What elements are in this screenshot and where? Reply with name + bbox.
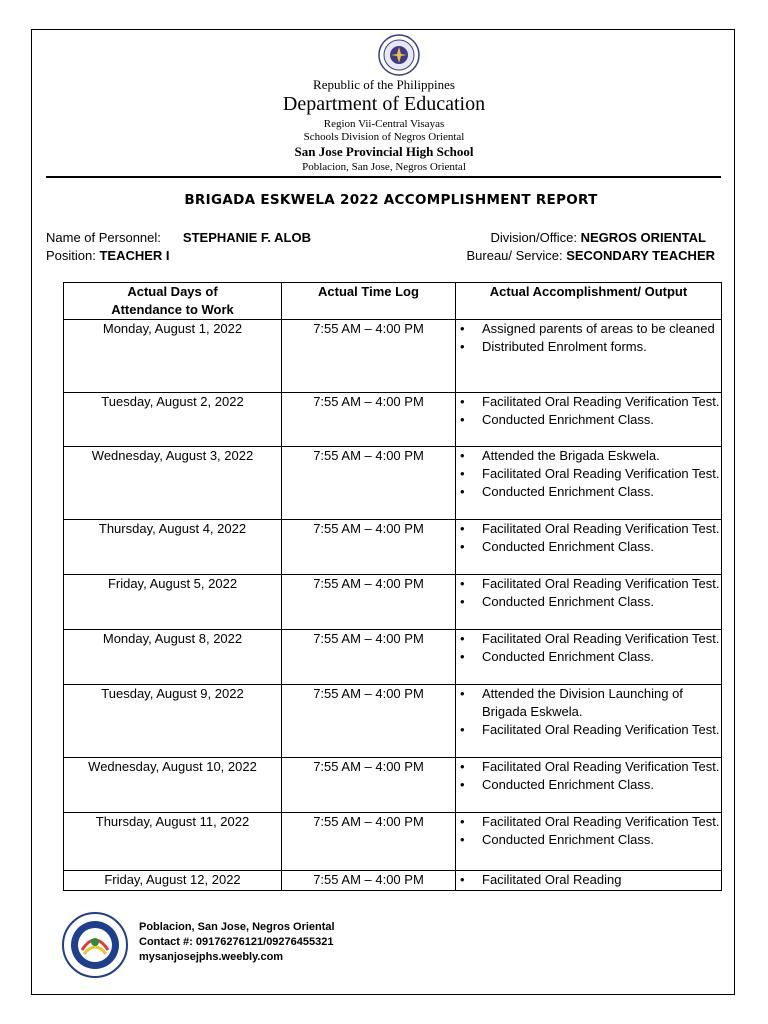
list-item: • Facilitated Oral Reading Verification Test.	[482, 630, 721, 648]
column-header-days: Actual Days of Attendance to Work	[64, 283, 282, 320]
table-header-row	[64, 283, 722, 320]
list-item: • Conducted Enrichment Class.	[482, 411, 721, 429]
attendance-date: Wednesday, August 3, 2022	[64, 447, 282, 520]
header-divider	[46, 176, 721, 178]
attendance-date: Thursday, August 11, 2022	[64, 813, 282, 871]
personnel-position	[46, 248, 170, 263]
deped-division-logo-icon	[62, 912, 128, 978]
accomplishment-cell	[456, 758, 722, 813]
accomplishment-cell	[456, 393, 722, 447]
time-log: 7:55 AM – 4:00 PM	[282, 630, 456, 685]
table-row	[64, 630, 722, 685]
list-item: • Facilitated Oral Reading Verification Test.	[482, 465, 721, 483]
division-office	[490, 230, 706, 245]
list-item: • Conducted Enrichment Class.	[482, 538, 721, 556]
table-row	[64, 520, 722, 575]
personnel-name-label: Name of Personnel:	[46, 230, 161, 245]
attendance-date: Tuesday, August 9, 2022	[64, 685, 282, 758]
header-republic: Republic of the Philippines	[313, 77, 455, 92]
accomplishment-list	[456, 871, 721, 889]
table-row	[64, 447, 722, 520]
table-row	[64, 320, 722, 393]
table-row	[64, 871, 722, 891]
accomplishment-list	[456, 685, 721, 739]
attendance-date: Friday, August 5, 2022	[64, 575, 282, 630]
bureau-label: Bureau/ Service:	[466, 248, 567, 263]
time-log: 7:55 AM – 4:00 PM	[282, 320, 456, 393]
list-item: • Distributed Enrolment forms.	[482, 338, 721, 356]
attendance-date: Tuesday, August 2, 2022	[64, 393, 282, 447]
report-title: BRIGADA ESKWELA 2022 ACCOMPLISHMENT REPORT	[184, 192, 598, 208]
table-row	[64, 758, 722, 813]
accomplishment-list	[456, 447, 721, 501]
time-log: 7:55 AM – 4:00 PM	[282, 758, 456, 813]
personnel-name-value: STEPHANIE F. ALOB	[182, 230, 311, 245]
list-item: • Attended the Brigada Eskwela.	[482, 447, 721, 465]
table-row	[64, 685, 722, 758]
list-item: • Conducted Enrichment Class.	[482, 831, 721, 849]
deped-seal-icon	[378, 34, 420, 76]
list-item: • Facilitated Oral Reading	[482, 871, 721, 889]
header-region: Region Vii-Central Visayas	[323, 118, 445, 130]
accomplishment-cell	[456, 813, 722, 871]
list-item: • Facilitated Oral Reading Verification Test.	[482, 520, 721, 538]
header-division: Schools Division of Negros Oriental	[303, 131, 465, 143]
attendance-date: Friday, August 12, 2022	[64, 871, 282, 891]
division-value: NEGROS ORIENTAL	[580, 230, 706, 245]
header-address: Poblacion, San Jose, Negros Oriental	[302, 161, 466, 173]
list-item: • Facilitated Oral Reading Verification Test.	[482, 721, 721, 739]
bureau-value: SECONDARY TEACHER	[566, 248, 715, 263]
list-item: • Facilitated Oral Reading Verification Test.	[482, 813, 721, 831]
position-label: Position:	[46, 248, 100, 263]
footer-address: Poblacion, San Jose, Negros Oriental	[139, 921, 335, 933]
time-log: 7:55 AM – 4:00 PM	[282, 447, 456, 520]
column-header-accomplishment: Actual Accomplishment/ Output	[456, 283, 722, 320]
accomplishment-list	[456, 393, 721, 429]
accomplishment-cell	[456, 685, 722, 758]
list-item: • Conducted Enrichment Class.	[482, 776, 721, 794]
time-log: 7:55 AM – 4:00 PM	[282, 393, 456, 447]
header-department: Department of Education	[282, 93, 486, 115]
accomplishment-cell	[456, 447, 722, 520]
footer-website[interactable]: mysanjosejphs.weebly.com	[139, 951, 284, 963]
list-item: • Attended the Division Launching of Brigada Eskwela.	[482, 685, 721, 721]
time-log: 7:55 AM – 4:00 PM	[282, 685, 456, 758]
accomplishment-cell	[456, 520, 722, 575]
header-school: San Jose Provincial High School	[294, 144, 474, 159]
division-label: Division/Office:	[490, 230, 581, 245]
column-header-time: Actual Time Log	[282, 283, 456, 320]
accomplishment-cell	[456, 630, 722, 685]
table-row	[64, 813, 722, 871]
bureau-service	[466, 248, 715, 263]
time-log: 7:55 AM – 4:00 PM	[282, 575, 456, 630]
table-row	[64, 393, 722, 447]
list-item: • Conducted Enrichment Class.	[482, 483, 721, 501]
list-item: • Assigned parents of areas to be cleaned	[482, 320, 721, 338]
time-log: 7:55 AM – 4:00 PM	[282, 520, 456, 575]
list-item: • Conducted Enrichment Class.	[482, 593, 721, 611]
table-row	[64, 575, 722, 630]
accomplishment-list	[456, 813, 721, 849]
accomplishment-list	[456, 320, 721, 356]
list-item: • Facilitated Oral Reading Verification Test.	[482, 575, 721, 593]
list-item: • Conducted Enrichment Class.	[482, 648, 721, 666]
position-value: TEACHER I	[99, 248, 170, 263]
attendance-date: Monday, August 8, 2022	[64, 630, 282, 685]
accomplishment-list	[456, 575, 721, 611]
accomplishment-cell	[456, 575, 722, 630]
accomplishment-list	[456, 758, 721, 794]
time-log: 7:55 AM – 4:00 PM	[282, 871, 456, 891]
attendance-date: Monday, August 1, 2022	[64, 320, 282, 393]
personnel-name	[46, 230, 311, 245]
list-item: • Facilitated Oral Reading Verification Test.	[482, 758, 721, 776]
accomplishment-table	[63, 282, 722, 891]
attendance-date: Thursday, August 4, 2022	[64, 520, 282, 575]
accomplishment-list	[456, 630, 721, 666]
time-log: 7:55 AM – 4:00 PM	[282, 813, 456, 871]
accomplishment-cell	[456, 320, 722, 393]
attendance-date: Wednesday, August 10, 2022	[64, 758, 282, 813]
footer-contact: Contact #: 09176276121/09276455321	[139, 936, 334, 948]
accomplishment-cell	[456, 871, 722, 891]
accomplishment-list	[456, 520, 721, 556]
list-item: • Facilitated Oral Reading Verification Test.	[482, 393, 721, 411]
